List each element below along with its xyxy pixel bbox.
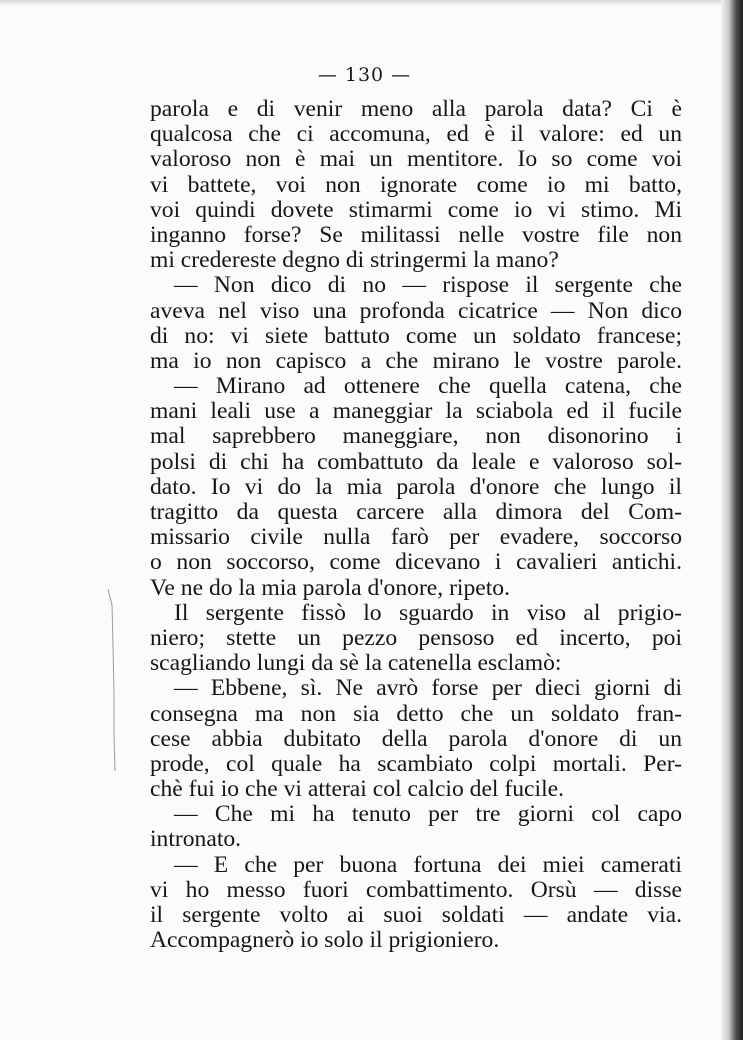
- text-line: Ve ne do la mia parola d'onore, ripeto.: [150, 575, 510, 601]
- text-line: — Che mi ha tenuto per tre giorni col capo: [174, 802, 682, 828]
- margin-pencil-mark: [106, 585, 120, 775]
- text-line: ma io non capisco a che mirano le vostre parole.: [150, 348, 682, 374]
- text-line: o non soccorso, come dicevano i cavalieri antichi.: [150, 550, 682, 576]
- text-line: di no: vi siete battuto come un soldato francese;: [150, 323, 682, 349]
- text-line: cese abbia dubitato della parola d'onore di un: [150, 726, 682, 752]
- text-line: intronato.: [150, 827, 242, 853]
- text-line: dato. Io vi do la mia parola d'onore che lungo il: [150, 474, 682, 500]
- text-line: mal saprebbero maneggiare, non disonorino i: [150, 424, 682, 450]
- text-line: chè fui io che vi atterai col calcio del fucile.: [150, 777, 564, 803]
- text-line: aveva nel viso una profonda cicatrice — Non dico: [150, 298, 682, 324]
- text-line: vi ho messo fuori combattimento. Orsù — disse: [150, 877, 682, 903]
- text-line: — Non dico di no — rispose il sergente che: [174, 273, 682, 299]
- text-line: niero; stette un pezzo pensoso ed incerto, poi: [150, 625, 682, 651]
- text-line: tragitto da questa carcere alla dimora del Com-: [150, 500, 682, 525]
- text-line: polsi di chi ha combattuto da leale e valoroso sol-: [150, 449, 682, 475]
- text-line: missario civile nulla farò per evadere, soccorso: [150, 525, 682, 551]
- body-text: [150, 97, 682, 953]
- page-top-shadow: [0, 0, 743, 6]
- page-binding-edge: [721, 0, 743, 1040]
- text-line: parola e di venir meno alla parola data? Ci è: [150, 97, 682, 122]
- text-line: — Mirano ad ottenere che quella catena, che: [174, 374, 682, 400]
- text-line: vi battete, voi non ignorate come io mi batto,: [150, 172, 682, 198]
- text-line: mani leali use a maneggiar la sciabola ed il fucile: [150, 399, 682, 425]
- text-line: Accompagnerò io solo il prigioniero.: [150, 928, 500, 954]
- text-line: il sergente volto ai suoi soldati — andate via.: [150, 903, 682, 928]
- text-line: consegna ma non sia detto che un soldato fran-: [150, 701, 682, 727]
- text-line: scagliando lungi da sè la catenella esclamò:: [150, 651, 562, 677]
- text-line: prode, col quale ha scambiato colpi mortali. Per-: [150, 751, 682, 777]
- page-number: — 130 —: [317, 64, 412, 86]
- text-line: Il sergente fissò lo sguardo in viso al prigio-: [174, 600, 682, 626]
- text-line: inganno forse? Se militassi nelle vostre file non: [150, 222, 682, 248]
- text-line: mi credereste degno di stringermi la mano?: [150, 248, 559, 274]
- text-line: — E che per buona fortuna dei miei camerati: [174, 852, 682, 878]
- text-line: qualcosa che ci accomuna, ed è il valore: ed un: [150, 122, 682, 148]
- text-line: — Ebbene, sì. Ne avrò forse per dieci giorni di: [174, 676, 682, 702]
- text-line: voi quindi dovete stimarmi come io vi stimo. Mi: [150, 197, 682, 223]
- text-line: valoroso non è mai un mentitore. Io so come voi: [150, 147, 682, 173]
